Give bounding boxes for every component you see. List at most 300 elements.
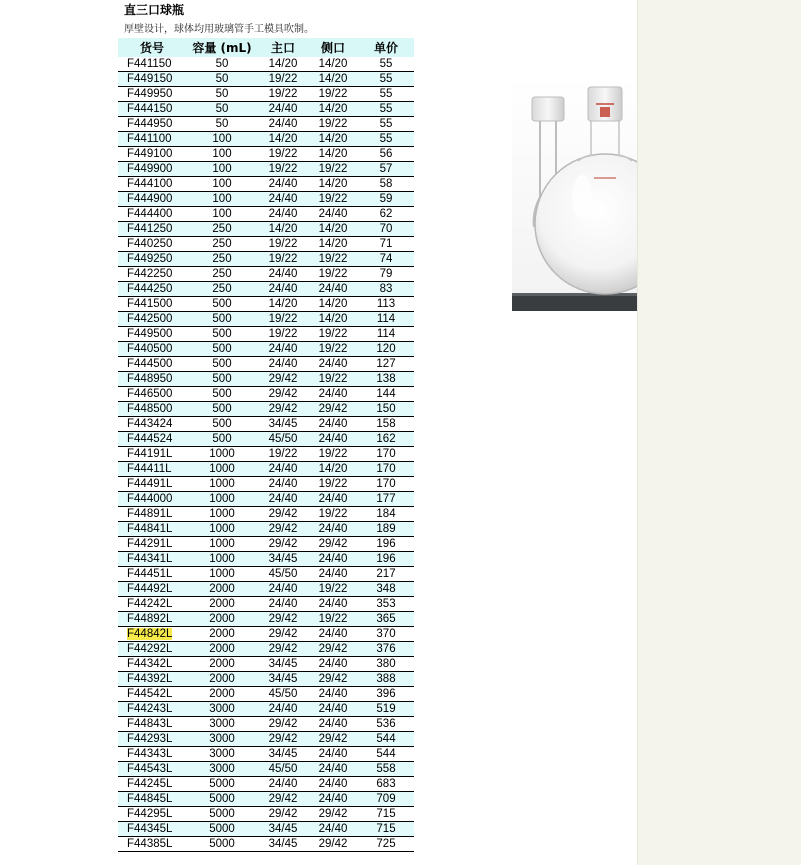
cell-side-neck <box>308 777 358 792</box>
cell-side-neck-text: 19/22 <box>318 253 348 265</box>
cell-code-text: F44845L <box>127 793 173 805</box>
cell-capacity <box>186 702 258 717</box>
cell-capacity-text: 3000 <box>209 748 235 760</box>
cell-main-neck <box>258 117 308 132</box>
cell-side-neck <box>308 177 358 192</box>
cell-capacity-text: 250 <box>212 223 232 235</box>
cell-side-neck <box>308 372 358 387</box>
cell-code <box>118 117 186 132</box>
cell-side-neck-text: 24/40 <box>318 823 348 835</box>
table-row <box>118 807 414 822</box>
cell-code-text: F446500 <box>127 388 173 400</box>
cell-side-neck-text: 19/22 <box>318 163 348 175</box>
cell-code-text: F44451L <box>127 568 173 580</box>
cell-code <box>118 582 186 597</box>
cell-capacity <box>186 102 258 117</box>
cell-capacity <box>186 837 258 852</box>
cell-capacity <box>186 552 258 567</box>
cell-price-text: 388 <box>376 673 396 685</box>
cell-main-neck <box>258 372 308 387</box>
cell-price-text: 150 <box>376 403 396 415</box>
cell-main-neck <box>258 492 308 507</box>
cell-code <box>118 522 186 537</box>
table-row <box>118 72 414 87</box>
header-price: 单价 <box>358 38 414 57</box>
cell-capacity <box>186 777 258 792</box>
cell-price-text: 114 <box>376 328 396 340</box>
cell-main-neck <box>258 687 308 702</box>
cell-price-text: 74 <box>379 253 393 265</box>
cell-code-text: F44295L <box>127 808 173 820</box>
cell-capacity-text: 100 <box>212 163 232 175</box>
cell-code <box>118 102 186 117</box>
cell-price-text: 57 <box>379 163 393 175</box>
cell-side-neck <box>308 567 358 582</box>
cell-capacity <box>186 447 258 462</box>
table-row <box>118 687 414 702</box>
cell-capacity-text: 1000 <box>209 448 235 460</box>
cell-main-neck <box>258 717 308 732</box>
cell-side-neck <box>308 147 358 162</box>
cell-code <box>118 177 186 192</box>
cell-main-neck <box>258 312 308 327</box>
cell-code-text: F441100 <box>127 133 172 145</box>
cell-side-neck-text: 14/20 <box>318 73 348 85</box>
cell-side-neck <box>308 267 358 282</box>
cell-main-neck-text: 34/45 <box>268 748 298 760</box>
cell-capacity <box>186 462 258 477</box>
cell-main-neck <box>258 627 308 642</box>
cell-price-text: 113 <box>376 298 396 310</box>
cell-capacity-text: 100 <box>212 148 232 160</box>
cell-price-text: 170 <box>376 448 396 460</box>
cell-main-neck-text: 19/22 <box>268 328 298 340</box>
table-row <box>118 162 414 177</box>
cell-main-neck-text: 29/42 <box>268 718 298 730</box>
cell-main-neck <box>258 807 308 822</box>
cell-capacity-text: 1000 <box>209 478 235 490</box>
cell-side-neck <box>308 507 358 522</box>
cell-main-neck-text: 29/42 <box>268 403 298 415</box>
cell-capacity <box>186 792 258 807</box>
table-body <box>118 57 414 852</box>
cell-main-neck <box>258 357 308 372</box>
cell-main-neck <box>258 387 308 402</box>
table-row <box>118 462 414 477</box>
cell-main-neck-text: 29/42 <box>268 523 298 535</box>
cell-price <box>358 192 414 207</box>
cell-main-neck <box>258 237 308 252</box>
table-row <box>118 417 414 432</box>
cell-code <box>118 702 186 717</box>
cell-code-text: F44842L <box>127 628 173 640</box>
cell-code-text: F44345L <box>127 823 173 835</box>
cell-code <box>118 477 186 492</box>
cell-code-text: F444150 <box>127 103 173 115</box>
cell-main-neck <box>258 792 308 807</box>
cell-capacity <box>186 732 258 747</box>
cell-capacity <box>186 207 258 222</box>
cell-code-text: F444500 <box>127 358 173 370</box>
cell-price <box>358 222 414 237</box>
cell-code-text: F44891L <box>127 508 173 520</box>
cell-price-text: 348 <box>376 583 396 595</box>
cell-main-neck-text: 29/42 <box>268 388 298 400</box>
cell-capacity <box>186 822 258 837</box>
cell-price-text: 558 <box>376 763 396 775</box>
cell-main-neck-text: 14/20 <box>268 133 298 145</box>
cell-main-neck-text: 45/50 <box>268 688 298 700</box>
cell-main-neck <box>258 222 308 237</box>
table-row <box>118 672 414 687</box>
cell-side-neck-text: 24/40 <box>318 688 348 700</box>
cell-main-neck-text: 19/22 <box>268 253 298 265</box>
cell-side-neck-text: 24/40 <box>318 568 348 580</box>
cell-price <box>358 327 414 342</box>
cell-capacity-text: 500 <box>212 328 232 340</box>
cell-capacity <box>186 192 258 207</box>
table-row <box>118 777 414 792</box>
cell-capacity-text: 1000 <box>209 523 235 535</box>
cell-price-text: 71 <box>379 238 393 250</box>
cell-side-neck <box>308 582 358 597</box>
cell-capacity-text: 500 <box>212 403 232 415</box>
cell-side-neck-text: 24/40 <box>318 763 348 775</box>
cell-price-text: 58 <box>379 178 393 190</box>
cell-main-neck-text: 29/42 <box>268 613 298 625</box>
cell-side-neck-text: 24/40 <box>318 553 348 565</box>
cell-side-neck-text: 29/42 <box>318 673 348 685</box>
cell-code <box>118 312 186 327</box>
cell-price <box>358 297 414 312</box>
cell-code-text: F449100 <box>127 148 173 160</box>
cell-code <box>118 72 186 87</box>
cell-code <box>118 807 186 822</box>
cell-side-neck-text: 14/20 <box>318 178 348 190</box>
table-row <box>118 372 414 387</box>
cell-side-neck <box>308 192 358 207</box>
cell-price-text: 519 <box>376 703 396 715</box>
cell-code-text: F44245L <box>127 778 173 790</box>
cell-capacity-text: 100 <box>212 133 232 145</box>
cell-code <box>118 597 186 612</box>
cell-side-neck <box>308 747 358 762</box>
cell-side-neck-text: 24/40 <box>318 778 348 790</box>
cell-code-text: F442500 <box>127 313 173 325</box>
cell-main-neck-text: 34/45 <box>268 823 298 835</box>
cell-price-text: 396 <box>376 688 396 700</box>
cell-code <box>118 732 186 747</box>
cell-side-neck <box>308 342 358 357</box>
cell-main-neck-text: 24/40 <box>268 103 298 115</box>
cell-capacity-text: 50 <box>215 58 229 70</box>
table-row <box>118 387 414 402</box>
cell-side-neck <box>308 627 358 642</box>
cell-side-neck-text: 29/42 <box>318 643 348 655</box>
table-row <box>118 732 414 747</box>
cell-main-neck <box>258 507 308 522</box>
cell-side-neck-text: 14/20 <box>318 298 348 310</box>
cell-main-neck <box>258 72 308 87</box>
cell-capacity <box>186 342 258 357</box>
cell-main-neck <box>258 462 308 477</box>
cell-code-text: F44191L <box>127 448 173 460</box>
cell-price <box>358 687 414 702</box>
table-row <box>118 237 414 252</box>
cell-main-neck <box>258 567 308 582</box>
cell-main-neck <box>258 57 308 72</box>
cell-price <box>358 282 414 297</box>
cell-code-text: F440250 <box>127 238 173 250</box>
cell-main-neck <box>258 657 308 672</box>
cell-side-neck-text: 14/20 <box>318 463 348 475</box>
table-row <box>118 717 414 732</box>
cell-code <box>118 567 186 582</box>
cell-main-neck-text: 29/42 <box>268 793 298 805</box>
cell-code-text: F44341L <box>127 553 173 565</box>
cell-capacity <box>186 252 258 267</box>
cell-main-neck <box>258 582 308 597</box>
cell-main-neck-text: 24/40 <box>268 283 298 295</box>
cell-side-neck <box>308 597 358 612</box>
cell-main-neck-text: 34/45 <box>268 418 298 430</box>
cell-code <box>118 837 186 852</box>
cell-capacity-text: 500 <box>212 433 232 445</box>
cell-price-text: 376 <box>376 643 396 655</box>
cell-side-neck <box>308 87 358 102</box>
cell-code-text: F44242L <box>127 598 173 610</box>
cell-code <box>118 777 186 792</box>
cell-capacity-text: 2000 <box>209 643 235 655</box>
cell-main-neck-text: 19/22 <box>268 238 298 250</box>
cell-code <box>118 357 186 372</box>
cell-main-neck-text: 24/40 <box>268 478 298 490</box>
cell-side-neck <box>308 762 358 777</box>
table-row <box>118 177 414 192</box>
cell-price <box>358 177 414 192</box>
cell-side-neck <box>308 387 358 402</box>
cell-capacity <box>186 372 258 387</box>
cell-main-neck <box>258 297 308 312</box>
cell-capacity <box>186 762 258 777</box>
cell-main-neck <box>258 402 308 417</box>
cell-code <box>118 537 186 552</box>
cell-side-neck <box>308 222 358 237</box>
table-row <box>118 102 414 117</box>
cell-main-neck <box>258 327 308 342</box>
table-row <box>118 657 414 672</box>
product-table <box>118 38 414 852</box>
cell-price-text: 370 <box>376 628 396 640</box>
cell-side-neck <box>308 432 358 447</box>
page-subtitle: 厚壁设计，球体均用玻璃管手工模具吹制。 <box>124 24 314 35</box>
cell-capacity <box>186 72 258 87</box>
cell-code <box>118 147 186 162</box>
cell-capacity-text: 500 <box>212 373 232 385</box>
cell-capacity-text: 1000 <box>209 553 235 565</box>
cell-main-neck <box>258 522 308 537</box>
cell-main-neck-text: 24/40 <box>268 358 298 370</box>
table-row <box>118 507 414 522</box>
cell-price <box>358 657 414 672</box>
cell-side-neck-text: 19/22 <box>318 328 348 340</box>
cell-price <box>358 642 414 657</box>
cell-code <box>118 507 186 522</box>
cell-capacity <box>186 282 258 297</box>
cell-code <box>118 282 186 297</box>
cell-side-neck <box>308 792 358 807</box>
table-row <box>118 597 414 612</box>
cell-capacity <box>186 627 258 642</box>
cell-main-neck-text: 24/40 <box>268 118 298 130</box>
cell-code-text: F449900 <box>127 163 173 175</box>
cell-side-neck <box>308 687 358 702</box>
cell-side-neck <box>308 357 358 372</box>
table-row <box>118 252 414 267</box>
cell-code <box>118 297 186 312</box>
cell-code <box>118 207 186 222</box>
cell-side-neck <box>308 117 358 132</box>
cell-main-neck-text: 24/40 <box>268 343 298 355</box>
cell-price <box>358 702 414 717</box>
cell-side-neck <box>308 822 358 837</box>
cell-side-neck-text: 14/20 <box>318 58 348 70</box>
cell-price <box>358 267 414 282</box>
cell-capacity <box>186 477 258 492</box>
cell-price-text: 544 <box>376 748 396 760</box>
cell-side-neck-text: 29/42 <box>318 403 348 415</box>
cell-main-neck-text: 19/22 <box>268 88 298 100</box>
cell-code <box>118 432 186 447</box>
cell-price-text: 217 <box>376 568 396 580</box>
cell-capacity-text: 1000 <box>209 493 235 505</box>
cell-price <box>358 552 414 567</box>
cell-code-text: F444000 <box>127 493 173 505</box>
cell-code-text: F44291L <box>127 538 173 550</box>
cell-price <box>358 462 414 477</box>
cell-main-neck-text: 29/42 <box>268 628 298 640</box>
cell-price <box>358 357 414 372</box>
cell-code-text: F442250 <box>127 268 173 280</box>
table-row <box>118 537 414 552</box>
table-row <box>118 432 414 447</box>
table-row <box>118 567 414 582</box>
cell-capacity-text: 500 <box>212 418 232 430</box>
cell-price <box>358 237 414 252</box>
table-row <box>118 402 414 417</box>
cell-price <box>358 87 414 102</box>
cell-main-neck-text: 19/22 <box>268 73 298 85</box>
cell-capacity-text: 5000 <box>209 838 235 850</box>
cell-price-text: 196 <box>376 553 396 565</box>
cell-main-neck <box>258 147 308 162</box>
cell-price <box>358 147 414 162</box>
cell-capacity <box>186 222 258 237</box>
cell-side-neck-text: 19/22 <box>318 583 348 595</box>
cell-price <box>358 807 414 822</box>
table-row <box>118 192 414 207</box>
cell-price <box>358 342 414 357</box>
cell-capacity-text: 1000 <box>209 538 235 550</box>
cell-side-neck <box>308 492 358 507</box>
cell-capacity-text: 2000 <box>209 688 235 700</box>
cell-side-neck-text: 24/40 <box>318 703 348 715</box>
cell-code-text: F44385L <box>127 838 173 850</box>
cell-price <box>358 522 414 537</box>
cell-code-text: F44543L <box>127 763 173 775</box>
cell-main-neck <box>258 267 308 282</box>
table-header-row <box>118 38 414 57</box>
cell-main-neck <box>258 732 308 747</box>
cell-side-neck <box>308 102 358 117</box>
cell-side-neck-text: 19/22 <box>318 193 348 205</box>
cell-main-neck-text: 24/40 <box>268 598 298 610</box>
cell-capacity-text: 2000 <box>209 598 235 610</box>
cell-code-text: F448500 <box>127 403 173 415</box>
cell-capacity <box>186 237 258 252</box>
cell-price <box>358 837 414 852</box>
cell-price-text: 715 <box>376 823 396 835</box>
cell-code-text: F44542L <box>127 688 173 700</box>
cell-main-neck-text: 29/42 <box>268 733 298 745</box>
cell-side-neck-text: 24/40 <box>318 418 348 430</box>
cell-code <box>118 342 186 357</box>
cell-side-neck-text: 24/40 <box>318 283 348 295</box>
cell-main-neck <box>258 177 308 192</box>
cell-price <box>358 447 414 462</box>
cell-capacity <box>186 807 258 822</box>
cell-code-text: F44492L <box>127 583 173 595</box>
cell-capacity-text: 5000 <box>209 793 235 805</box>
cell-main-neck <box>258 642 308 657</box>
cell-code <box>118 687 186 702</box>
cell-price-text: 170 <box>376 463 396 475</box>
cell-price-text: 158 <box>376 418 396 430</box>
table-row <box>118 222 414 237</box>
cell-side-neck-text: 24/40 <box>318 388 348 400</box>
cell-main-neck <box>258 252 308 267</box>
cell-price <box>358 627 414 642</box>
cell-side-neck <box>308 537 358 552</box>
cell-capacity <box>186 612 258 627</box>
cell-main-neck <box>258 597 308 612</box>
table-row <box>118 492 414 507</box>
cell-side-neck <box>308 672 358 687</box>
cell-side-neck-text: 19/22 <box>318 613 348 625</box>
cell-main-neck <box>258 612 308 627</box>
table-row <box>118 132 414 147</box>
cell-code <box>118 627 186 642</box>
cell-price-text: 56 <box>379 148 393 160</box>
cell-code <box>118 267 186 282</box>
cell-price-text: 55 <box>379 58 393 70</box>
cell-capacity <box>186 387 258 402</box>
cell-side-neck <box>308 477 358 492</box>
cell-capacity <box>186 597 258 612</box>
cell-price-text: 59 <box>379 193 393 205</box>
cell-main-neck-text: 24/40 <box>268 268 298 280</box>
cell-side-neck-text: 24/40 <box>318 208 348 220</box>
cell-capacity-text: 250 <box>212 283 232 295</box>
cell-side-neck-text: 24/40 <box>318 658 348 670</box>
table-row <box>118 282 414 297</box>
table-row <box>118 147 414 162</box>
cell-capacity-text: 500 <box>212 313 232 325</box>
cell-price <box>358 402 414 417</box>
cell-price <box>358 432 414 447</box>
cell-main-neck <box>258 702 308 717</box>
cell-code <box>118 447 186 462</box>
